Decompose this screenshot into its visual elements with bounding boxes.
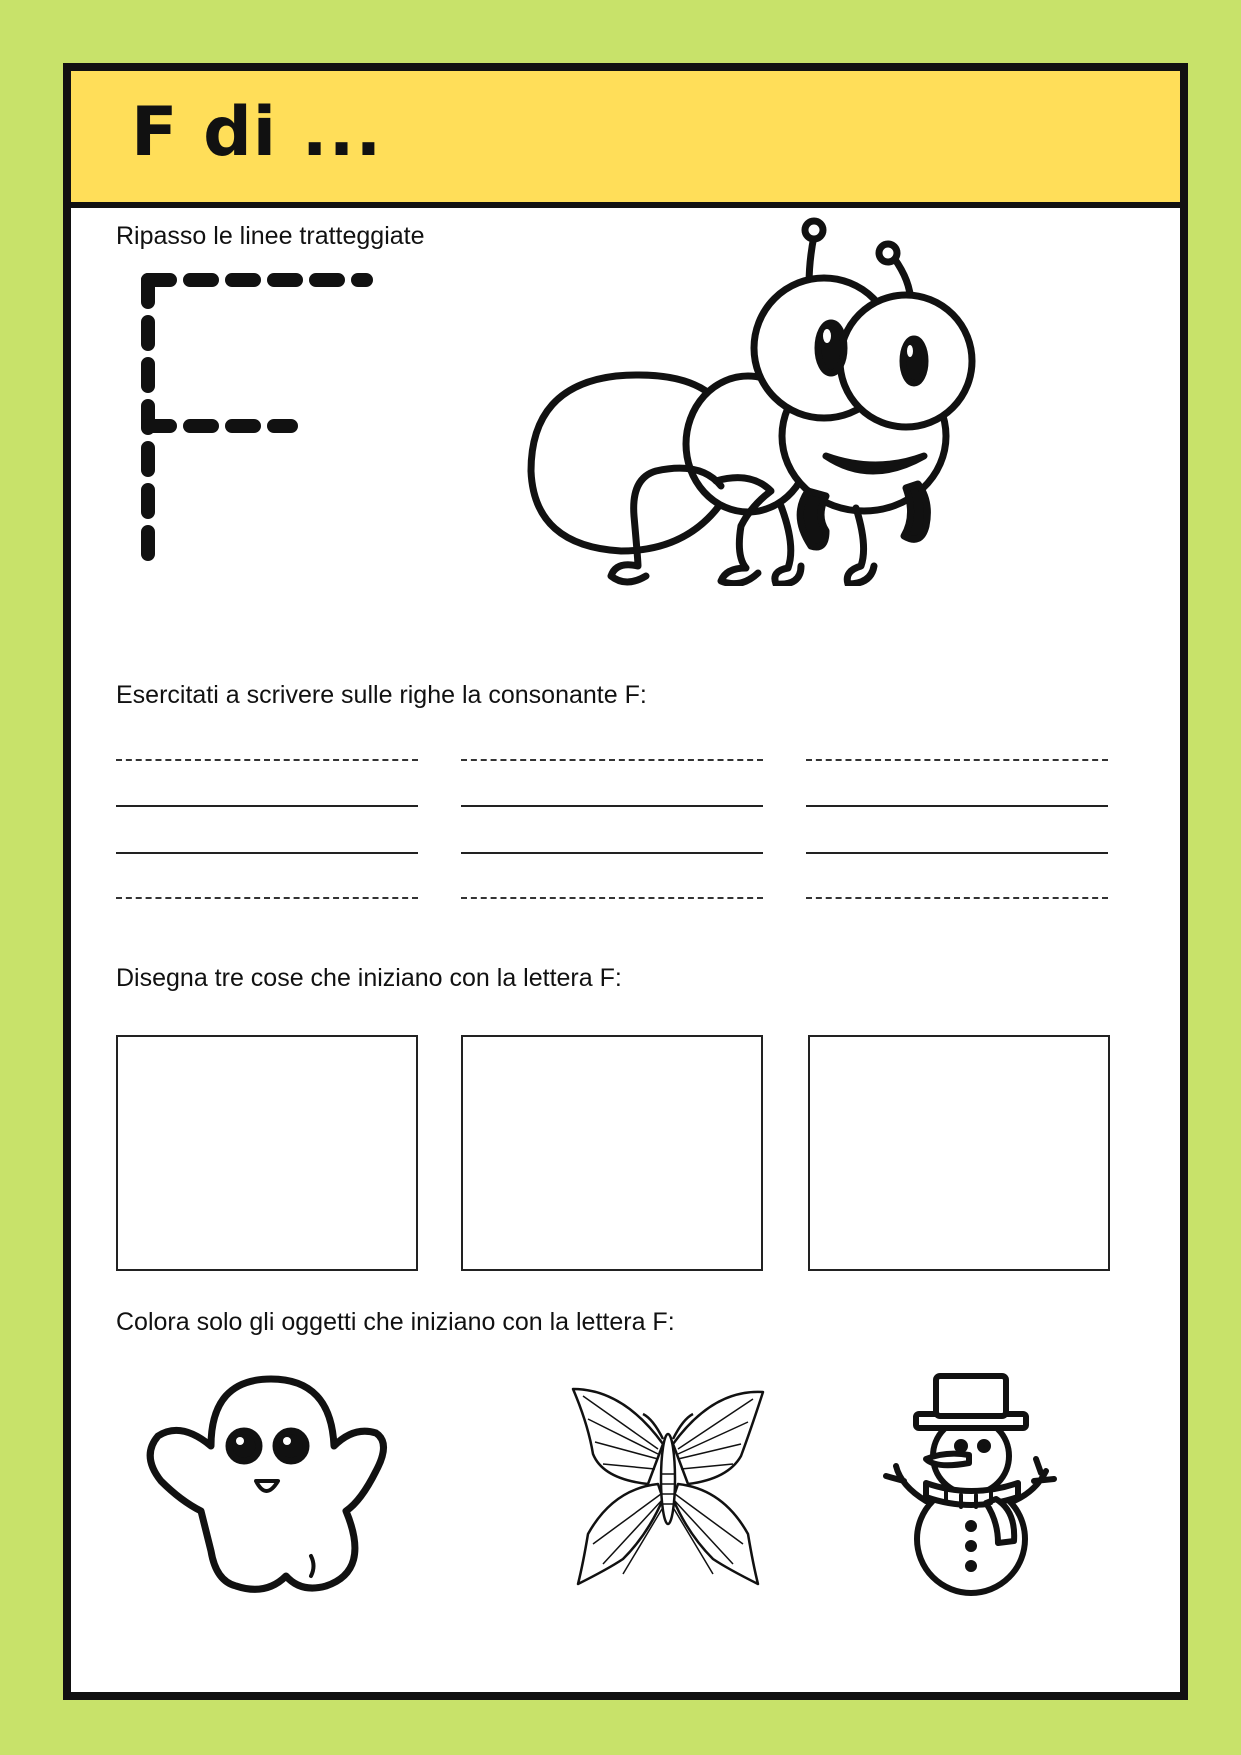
writing-line <box>461 805 763 807</box>
draw-instruction: Disegna tre cose che iniziano con la lettera F: <box>116 964 622 992</box>
writing-line <box>461 897 763 899</box>
drawing-box-2[interactable] <box>461 1035 763 1271</box>
drawing-box-3[interactable] <box>808 1035 1110 1271</box>
drawing-box-1[interactable] <box>116 1035 418 1271</box>
writing-line <box>806 897 1108 899</box>
writing-line <box>116 897 418 899</box>
writing-line <box>806 759 1108 761</box>
color-instruction: Colora solo gli oggetti che iniziano con la lettera F: <box>116 1308 675 1336</box>
writing-line <box>461 759 763 761</box>
butterfly-icon[interactable] <box>563 1384 773 1589</box>
writing-line <box>461 852 763 854</box>
page-title: F di ... <box>131 93 383 172</box>
dashed-letter-f <box>126 266 386 571</box>
worksheet <box>63 63 1188 1700</box>
ghost-icon[interactable] <box>136 1371 406 1601</box>
snowman-icon[interactable] <box>876 1371 1076 1601</box>
writing-line <box>806 805 1108 807</box>
title-banner <box>71 71 1180 208</box>
writing-line <box>806 852 1108 854</box>
ant-icon <box>526 216 986 586</box>
writing-line <box>116 852 418 854</box>
trace-instruction: Ripasso le linee tratteggiate <box>116 222 425 250</box>
writing-line <box>116 805 418 807</box>
write-instruction: Esercitati a scrivere sulle righe la consonante F: <box>116 681 647 709</box>
writing-line <box>116 759 418 761</box>
